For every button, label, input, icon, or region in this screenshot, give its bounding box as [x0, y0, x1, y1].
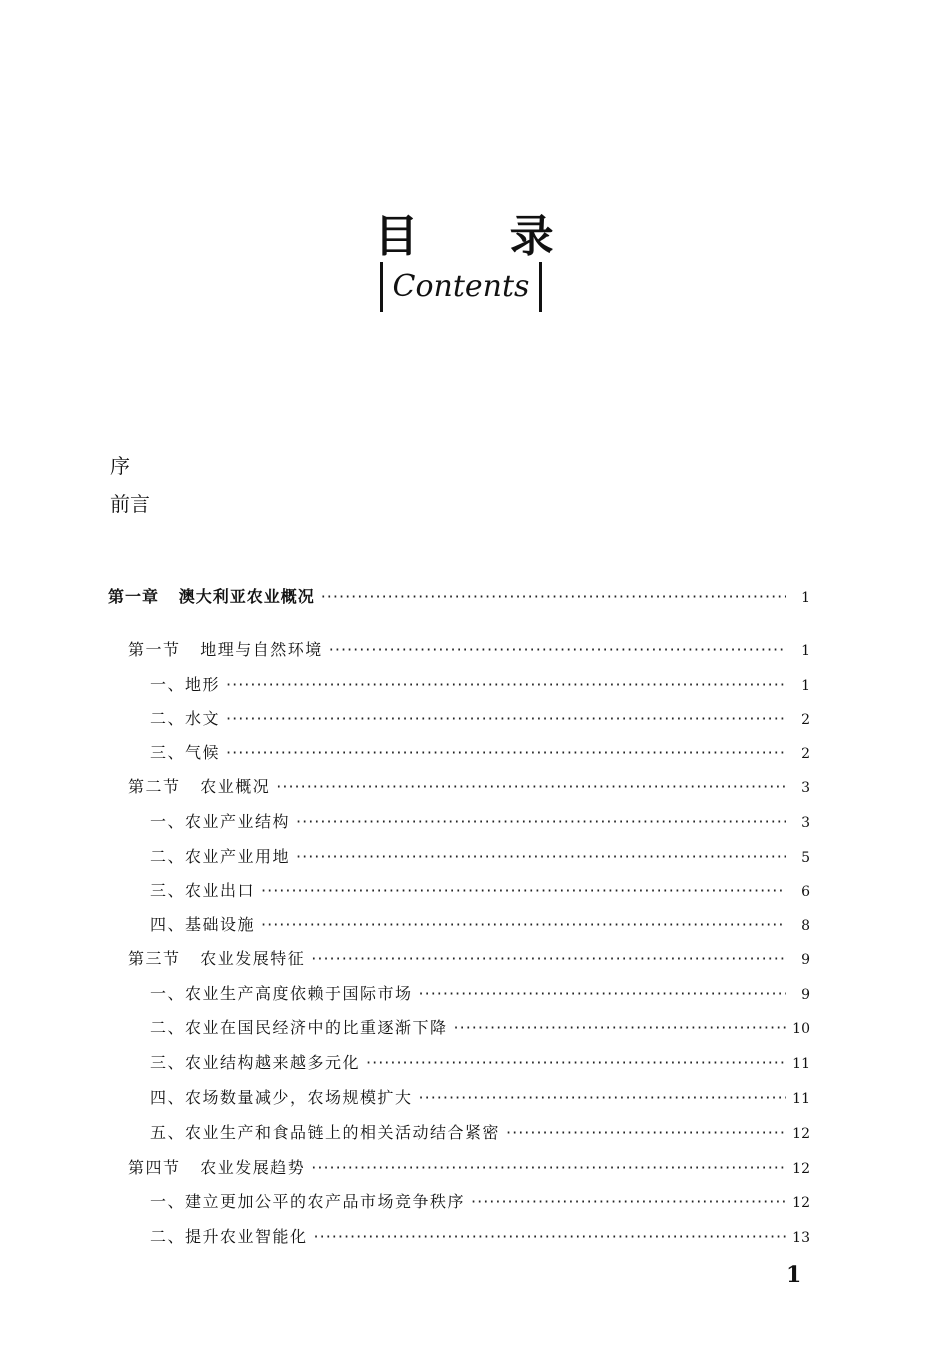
toc-entry-page: 5 — [801, 850, 810, 866]
front-matter-foreword: 前言 — [110, 492, 150, 516]
toc-entry-page: 3 — [801, 780, 810, 796]
toc-entry-page: 2 — [801, 712, 810, 728]
toc-entry-subsection — [150, 1224, 810, 1247]
leader-dots — [226, 743, 786, 762]
toc-entry-label: 四、农场数量减少，农场规模扩大 — [150, 1088, 413, 1107]
leader-dots — [321, 587, 786, 606]
toc-entry-section — [128, 637, 810, 660]
toc-entry-page: 1 — [801, 678, 810, 694]
leader-dots — [471, 1192, 786, 1211]
toc-entry-page: 1 — [801, 590, 810, 606]
page-title: 目 录 — [374, 211, 592, 262]
toc-entry-page: 12 — [792, 1195, 810, 1211]
toc-entry-label: 四、基础设施 — [150, 915, 256, 934]
toc-entry-subsection — [150, 844, 810, 867]
toc-entry-label: 二、农业在国民经济中的比重逐渐下降 — [150, 1018, 448, 1037]
toc-entry-subsection — [150, 1050, 810, 1073]
toc-entry-page: 10 — [792, 1021, 810, 1037]
toc-entry-label: 第四节 农业发展趋势 — [128, 1158, 306, 1177]
leader-dots — [296, 812, 786, 831]
leader-dots — [261, 881, 786, 900]
toc-entry-page: 2 — [801, 746, 810, 762]
toc-entry-page: 9 — [801, 987, 810, 1003]
leader-dots — [261, 915, 786, 934]
toc-entry-label: 第三节 农业发展特征 — [128, 949, 306, 968]
toc-entry-section — [128, 774, 810, 797]
page-number: 1 — [786, 1262, 802, 1288]
toc-entry-page: 3 — [801, 815, 810, 831]
toc-entry-subsection — [150, 809, 810, 832]
toc-entry-label: 一、地形 — [150, 675, 221, 694]
leader-dots — [506, 1123, 786, 1142]
leader-dots — [296, 847, 786, 866]
leader-dots — [226, 675, 786, 694]
leader-dots — [454, 1018, 786, 1037]
toc-entry-subsection — [150, 672, 810, 695]
toc-entry-subsection — [150, 706, 810, 729]
toc-entry-page: 12 — [792, 1126, 810, 1142]
toc-entry-page: 13 — [792, 1230, 810, 1246]
front-matter-preface: 序 — [110, 454, 130, 478]
toc-entry-subsection — [150, 1189, 810, 1212]
toc-entry-subsection — [150, 981, 810, 1004]
toc-entry-section — [128, 1155, 810, 1178]
toc-entry-page: 11 — [792, 1056, 810, 1072]
leader-dots — [314, 1227, 786, 1246]
leader-dots — [276, 777, 786, 796]
toc-entry-page: 9 — [801, 952, 810, 968]
toc-entry-label: 二、农业产业用地 — [150, 847, 291, 866]
toc-entry-label: 三、农业出口 — [150, 881, 256, 900]
toc-entry-section — [128, 946, 810, 969]
toc-entry-page: 12 — [792, 1161, 810, 1177]
leader-dots — [311, 949, 786, 968]
leader-dots — [226, 709, 786, 728]
toc-entry-chapter-1 — [108, 584, 810, 607]
toc-entry-page: 11 — [792, 1091, 810, 1107]
toc-entry-label: 二、提升农业智能化 — [150, 1227, 308, 1246]
toc-entry-label: 五、农业生产和食品链上的相关活动结合紧密 — [150, 1123, 501, 1142]
leader-dots — [311, 1158, 786, 1177]
toc-entry-label: 三、气候 — [150, 743, 221, 762]
toc-entry-subsection — [150, 878, 810, 901]
toc-entry-label: 二、水文 — [150, 709, 221, 728]
toc-entry-subsection — [150, 740, 810, 763]
toc-entry-page: 6 — [801, 884, 810, 900]
toc-entry-subsection — [150, 912, 810, 935]
toc-entry-page: 1 — [801, 643, 810, 659]
contents-subtitle: Contents — [380, 262, 542, 312]
toc-entry-label: 第一章 澳大利亚农业概况 — [108, 587, 315, 606]
leader-dots — [419, 1088, 786, 1107]
toc-entry-subsection — [150, 1015, 810, 1038]
toc-entry-subsection — [150, 1120, 810, 1143]
toc-entry-label: 一、农业产业结构 — [150, 812, 291, 831]
leader-dots — [329, 640, 786, 659]
toc-entry-label: 一、建立更加公平的农产品市场竞争秩序 — [150, 1192, 466, 1211]
toc-entry-page: 8 — [801, 918, 810, 934]
leader-dots — [419, 984, 786, 1003]
toc-entry-label: 一、农业生产高度依赖于国际市场 — [150, 984, 413, 1003]
toc-entry-label: 第二节 农业概况 — [128, 777, 271, 796]
leader-dots — [366, 1053, 786, 1072]
toc-entry-subsection — [150, 1085, 810, 1108]
toc-entry-label: 三、农业结构越来越多元化 — [150, 1053, 361, 1072]
toc-entry-label: 第一节 地理与自然环境 — [128, 640, 323, 659]
